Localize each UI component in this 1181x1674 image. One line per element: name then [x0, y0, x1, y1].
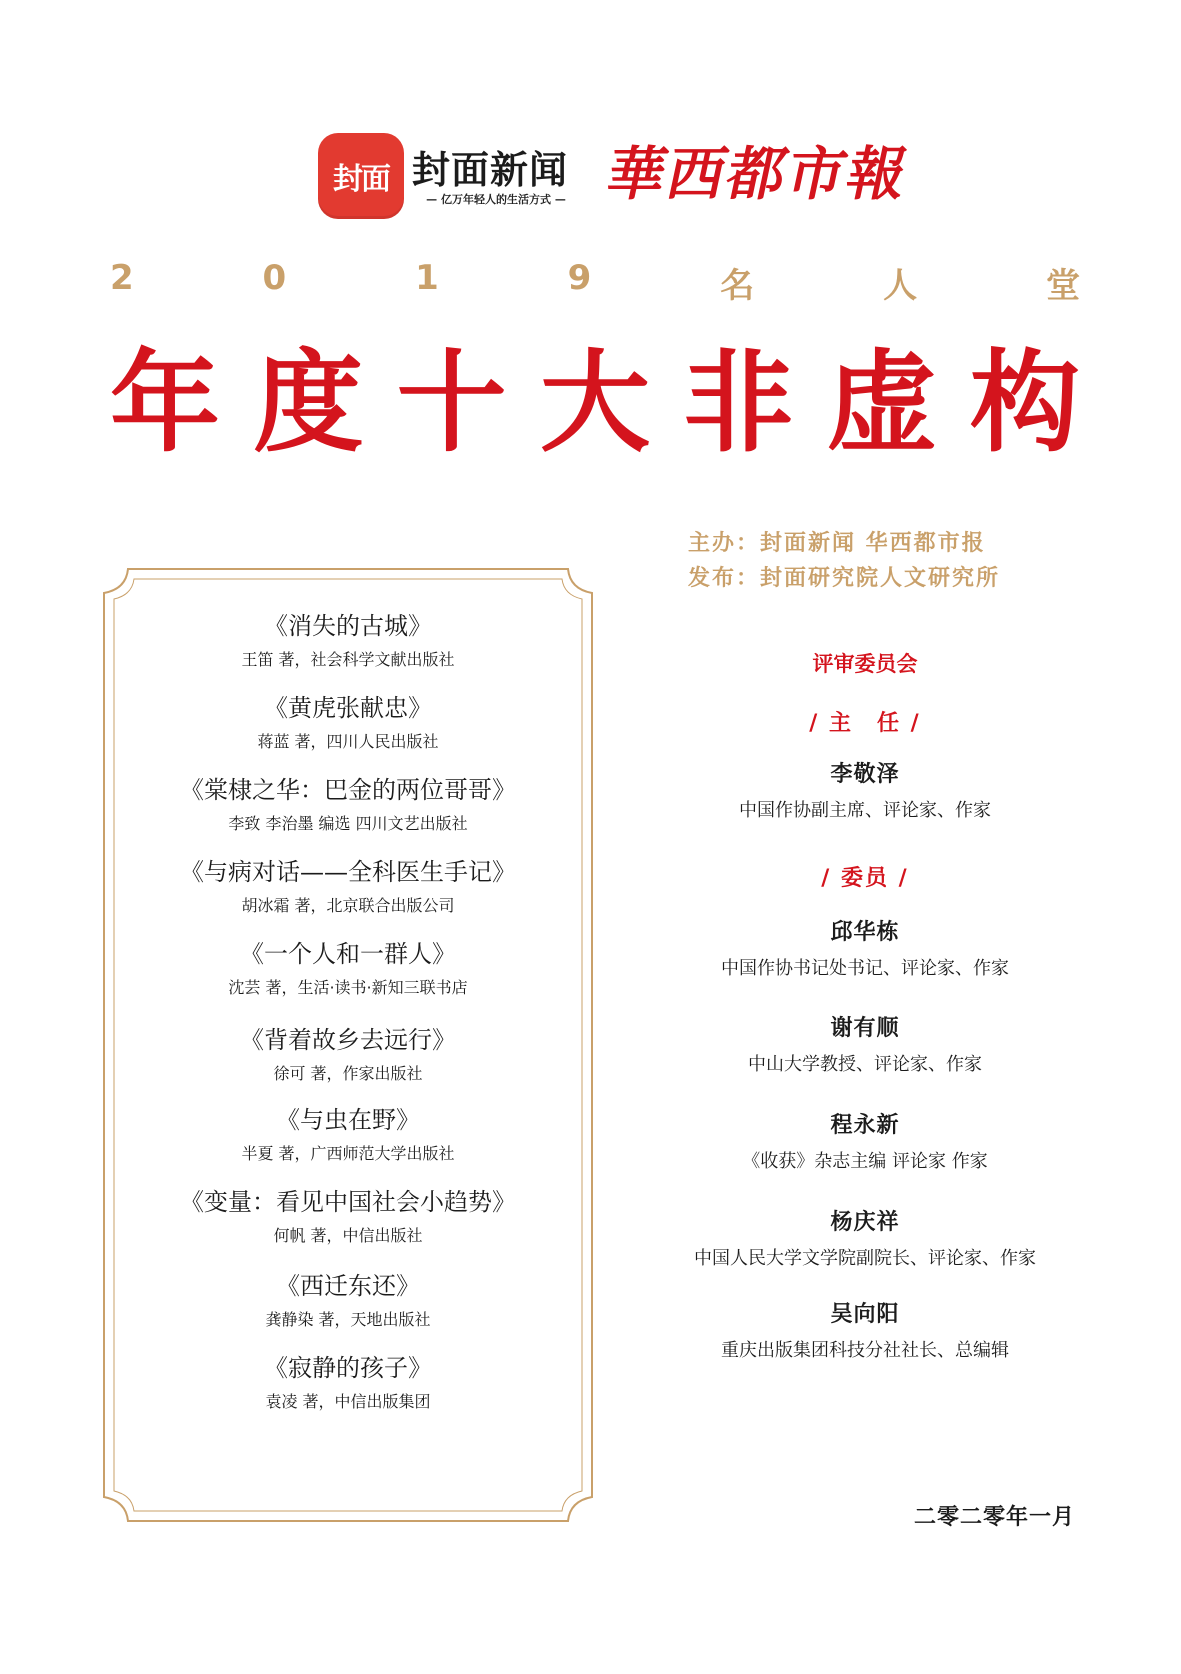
publisher-line: 发布：封面研究院人文研究所	[688, 566, 1001, 591]
committee-heading: 评审委员会	[812, 652, 918, 676]
cover-news-app-icon-text: 封面	[333, 162, 389, 197]
subtitle-char: 0	[262, 258, 287, 298]
book-item	[100, 856, 596, 918]
hall-of-fame-subtitle	[110, 258, 1080, 306]
title-char: 度	[253, 339, 364, 467]
book-credit: 徐可 著，作家出版社	[273, 1064, 423, 1083]
book-credit: 半夏 著，广西师范大学出版社	[241, 1144, 455, 1163]
member-title: 中山大学教授、评论家、作家	[748, 1054, 982, 1075]
book-title: 《背着故乡去远行》	[240, 1026, 456, 1054]
book-item	[100, 1104, 596, 1166]
book-title: 《寂静的孩子》	[264, 1354, 432, 1382]
book-title: 《黄虎张献忠》	[264, 694, 432, 722]
book-item	[100, 1352, 596, 1414]
cover-news-logo-name: 封面新闻	[412, 147, 569, 192]
book-title: 《棠棣之华：巴金的两位哥哥》	[180, 776, 516, 804]
subtitle-char: 名	[720, 266, 755, 306]
header-logos	[0, 125, 1181, 225]
book-item	[100, 1186, 596, 1248]
book-item	[100, 692, 596, 754]
cover-news-app-icon	[318, 133, 404, 219]
huaxi-metropolis-daily-logo: 華西都市報	[600, 140, 916, 208]
cover-news-slogan: — 亿万年轻人的生活方式 —	[426, 193, 566, 206]
member-name: 程永新	[830, 1113, 900, 1138]
book-title: 《变量：看见中国社会小趋势》	[180, 1188, 516, 1216]
member-name: 吴向阳	[830, 1302, 900, 1327]
member-name: 谢有顺	[830, 1016, 900, 1041]
member-name: 杨庆祥	[830, 1210, 900, 1235]
book-credit: 蒋蓝 著，四川人民出版社	[257, 732, 439, 751]
subtitle-char: 2	[110, 258, 134, 298]
book-item	[100, 938, 596, 1000]
member-title: 中国作协书记处书记、评论家、作家	[721, 958, 1009, 979]
book-title: 《消失的古城》	[264, 612, 432, 640]
book-title: 《一个人和一群人》	[240, 940, 456, 968]
publication-date: 二零二零年一月	[913, 1505, 1075, 1530]
book-credit: 何帆 著，中信出版社	[273, 1226, 423, 1245]
member-title: 中国人民大学文学院副院长、评论家、作家	[694, 1248, 1036, 1269]
book-item	[100, 1270, 596, 1332]
title-char: 十	[396, 339, 507, 467]
title-char: 虚	[826, 339, 937, 467]
book-title: 《与病对话——全科医生手记》	[180, 858, 516, 886]
members-heading: / 委员 /	[821, 866, 909, 891]
title-char: 大	[539, 339, 650, 467]
member-title: 重庆出版集团科技分社社长、总编辑	[721, 1340, 1009, 1361]
book-item	[100, 774, 596, 836]
member-name: 邱华栋	[830, 920, 900, 945]
chair-title: 中国作协副主席、评论家、作家	[739, 800, 991, 821]
book-credit: 龚静染 著，天地出版社	[265, 1310, 431, 1329]
chair-name: 李敬泽	[830, 762, 900, 787]
title-char: 非	[683, 339, 794, 467]
member-title: 《收获》杂志主编 评论家 作家	[742, 1151, 988, 1172]
book-item	[100, 1024, 596, 1086]
book-credit: 李致 李治墨 编选 四川文艺出版社	[228, 814, 468, 833]
chair-heading: / 主 任 /	[809, 711, 921, 736]
book-credit: 沈芸 著，生活·读书·新知三联书店	[228, 978, 468, 997]
subtitle-char: 人	[883, 266, 918, 306]
host-line: 主办：封面新闻 华西都市报	[688, 531, 986, 556]
book-credit: 王笛 著，社会科学文献出版社	[241, 650, 455, 669]
book-credit: 袁凌 著，中信出版集团	[265, 1392, 431, 1411]
book-title: 《西迁东还》	[276, 1272, 420, 1300]
book-item	[100, 610, 596, 672]
subtitle-char: 堂	[1045, 266, 1080, 306]
title-char: 年	[110, 339, 220, 467]
title-char: 构	[969, 339, 1080, 467]
page-title	[110, 338, 1080, 468]
subtitle-char: 1	[415, 258, 439, 298]
book-title: 《与虫在野》	[276, 1106, 420, 1134]
subtitle-char: 9	[567, 258, 592, 298]
book-credit: 胡冰霜 著，北京联合出版公司	[241, 896, 455, 915]
